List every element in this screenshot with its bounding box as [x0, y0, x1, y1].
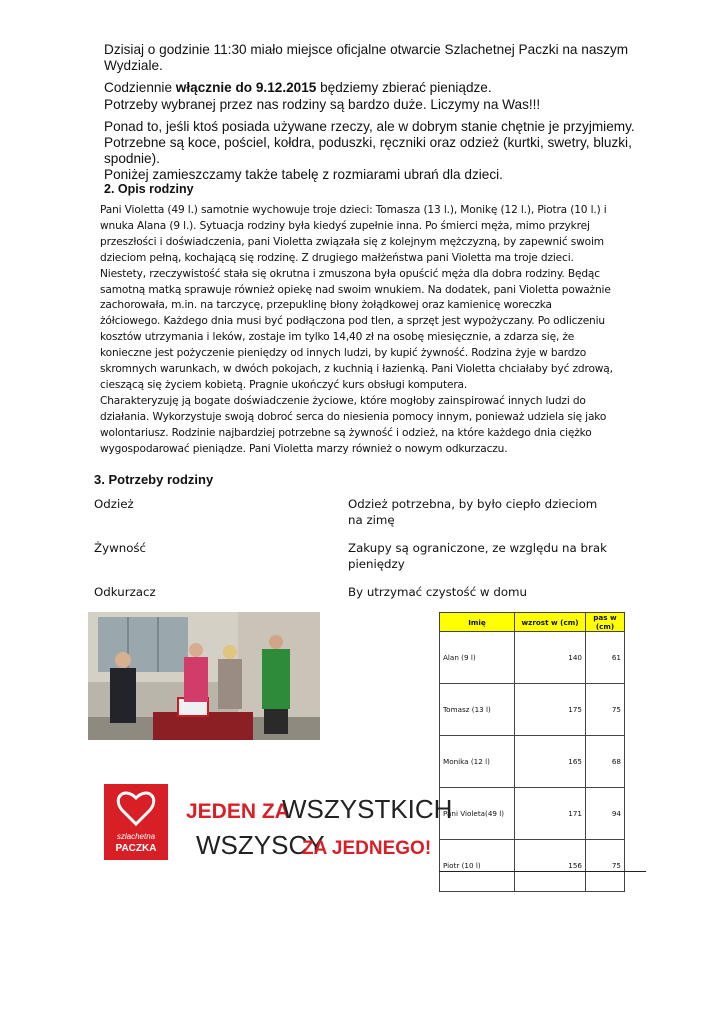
description-line: zachorowała, m.in. na tarczycę, przepuklinę błony żołądkowej oraz kamienicę woreczka: [100, 299, 552, 312]
table-row: [440, 736, 625, 788]
cell-height: 165: [515, 736, 586, 788]
description-line: cieszącą się życiem kobietą. Pragnie ukończyć kurs obsługi komputera.: [100, 378, 468, 391]
sizes-table: [439, 612, 625, 892]
need-label: Żywność: [94, 541, 147, 555]
cell-name: Alan (9 l): [440, 632, 515, 684]
need-desc: Zakupy są ograniczone, ze względu na brak: [348, 541, 607, 555]
need-desc-cont: na zimę: [348, 513, 395, 527]
cell-name: Tomasz (13 l): [440, 684, 515, 736]
description-line: Charakteryzuję ją bogate doświadczenie życiowe, które mogłoby zainspirować innych ludzi do: [100, 394, 586, 407]
need-desc: By utrzymać czystość w domu: [348, 585, 528, 599]
description-line: skromnych warunkach, w dwóch pokojach, z kuchnią i łazienką. Pani Violetta chciałaby być zdrową,: [100, 363, 613, 376]
slogan-part-a: JEDEN ZA: [186, 800, 290, 823]
sizes-table-wrapper: [439, 612, 625, 892]
slogan-part-b: WSZYSTKICH: [282, 794, 453, 824]
cell-name: Pani Violeta(49 l): [440, 788, 515, 840]
cell-height: 156: [515, 840, 586, 892]
description-line: dzieciom pełną, kochającą się rodzinę. Z drugiego małżeństwa pani Violetta ma troje dzieci.: [100, 251, 574, 264]
slogan-part-d: ZA JEDNEGO!: [302, 838, 432, 859]
table-row: [440, 840, 625, 892]
table-bottom-rule: [439, 871, 646, 872]
description-line: Pani Violetta (49 l.) samotnie wychowuje troje dzieci: Tomasza (13 l.), Monikę (12 l.), Piotra (10 l.) i: [100, 204, 607, 216]
intro-paragraph-4: Ponad to, jeśli ktoś posiada używane rzeczy, ale w dobrym stanie chętnie je przyjmiemy. Potrzebne są koce, pościel, kołdra, poduszki, ręczniki oraz odzież (kurtki, swetry, bluzki, spodnie).: [104, 118, 635, 167]
banner-graphic: [104, 776, 453, 866]
col-header-height: wzrost w (cm): [515, 613, 586, 632]
cell-name: Piotr (10 l): [440, 840, 515, 892]
cell-waist: 75: [586, 840, 625, 892]
description-line: przeszłości i doświadczenia, pani Violetta związała się z kolejnym mężczyzną, by zapewnić swoim: [100, 235, 604, 248]
description-line: wolontariusz. Rodzinie najbardziej potrzebne są żywność i odzież, na które każdego dnia ciężko: [100, 426, 592, 439]
family-description: [100, 203, 620, 458]
col-header-name: Imię: [440, 613, 515, 632]
cell-height: 171: [515, 788, 586, 840]
cell-height: 175: [515, 684, 586, 736]
table-header-row: [440, 613, 625, 632]
intro-paragraph-5: Poniżej zamieszczamy także tabelę z rozmiarami ubrań dla dzieci.: [104, 167, 503, 183]
intro-text: [104, 42, 649, 184]
col-header-waist: pas w (cm): [586, 613, 625, 632]
description-line: żółciowego. Każdego dnia musi być podłączona pod tlen, a sprzęt jest wypożyczany. Po odliczeniu: [100, 315, 605, 328]
slogan-part-c: WSZYSCY: [196, 830, 325, 860]
intro-paragraph-2: Codziennie włącznie do 9.12.2015 będziemy zbierać pieniądze.: [104, 80, 492, 96]
need-row-food: [94, 540, 654, 572]
cell-height: 140: [515, 632, 586, 684]
logo-text-1: szlachetna: [116, 832, 156, 841]
cell-waist: 94: [586, 788, 625, 840]
need-row-clothing: [94, 496, 654, 528]
description-line: kosztów utrzymania i leków, zostaje im tylko 14,40 zł na osobę miesięcznie, a zdarza się, że: [100, 331, 575, 344]
needs-list: [94, 492, 654, 600]
description-line: samotną matką sprawuje również opiekę nad swoim wnukiem. Na dodatek, pani Violetta poważnie: [100, 283, 611, 296]
need-row-vacuum: [94, 584, 654, 600]
table-row: [440, 632, 625, 684]
deadline-bold: włącznie do 9.12.2015: [175, 80, 317, 96]
need-desc-cont: pieniędzy: [348, 557, 405, 571]
need-label: Odkurzacz: [94, 585, 156, 599]
intro-paragraph-1: Dzisiaj o godzinie 11:30 miało miejsce oficjalne otwarcie Szlachetnej Paczki na naszym Wydziale.: [104, 42, 629, 74]
description-line: wnuka Alana (9 l.). Sytuacja rodziny była kiedyś zupełnie inna. Po śmierci męża, mimo przykrej: [100, 219, 590, 232]
cell-waist: 75: [586, 684, 625, 736]
description-line: konieczne jest pożyczenie pieniędzy od innych ludzi, by kupić żywność. Rodzina żyje w bardzo: [100, 347, 587, 360]
group-photo-illustration: [88, 612, 320, 740]
campaign-banner: [104, 776, 453, 866]
table-row: [440, 684, 625, 736]
table-row: [440, 788, 625, 840]
description-line: działania. Wykorzystuje swoją dobroć serca do niesienia pomocy innym, ponieważ udziela się jako: [100, 410, 607, 423]
description-line: wygospodarować pieniądze. Pani Violetta marzy również o nowym odkurzaczu.: [100, 442, 508, 455]
section-2-heading: 2. Opis rodziny: [104, 182, 194, 196]
need-label: Odzież: [94, 497, 134, 511]
cell-waist: 68: [586, 736, 625, 788]
intro-paragraph-3: Potrzeby wybranej przez nas rodziny są bardzo duże. Liczymy na Was!!!: [104, 96, 541, 112]
description-line: Niestety, rzeczywistość stała się okrutna i zmuszona była opuścić męża dla dobra rodziny. Będąc: [100, 267, 600, 280]
need-desc: Odzież potrzebna, by było ciepło dzieciom: [348, 497, 598, 511]
section-3-heading: 3. Potrzeby rodziny: [94, 472, 214, 487]
logo-text-2: PACZKA: [115, 843, 157, 854]
cell-name: Monika (12 l): [440, 736, 515, 788]
cell-waist: 61: [586, 632, 625, 684]
group-photo: [88, 612, 320, 740]
